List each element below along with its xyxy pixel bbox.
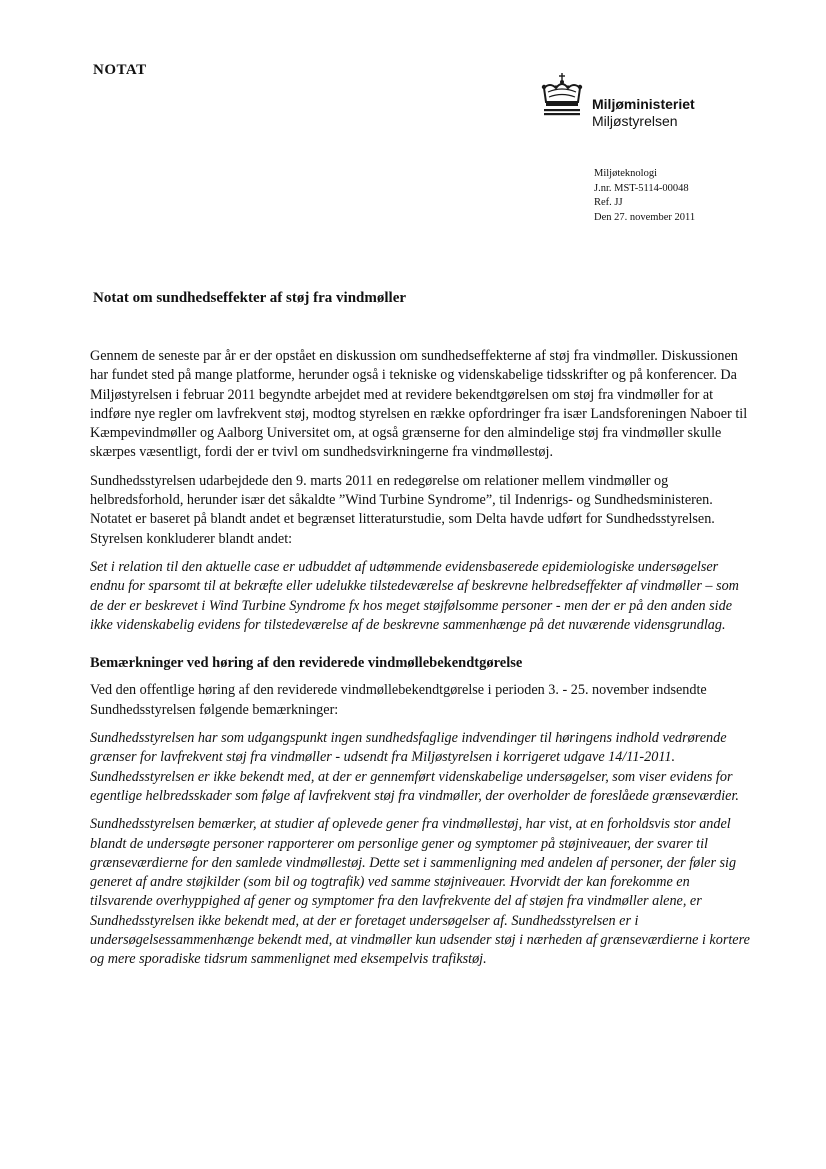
meta-department: Miljøteknologi: [594, 168, 657, 179]
meta-reference: Ref. JJ: [594, 197, 623, 208]
royal-crown-icon: [538, 72, 586, 116]
quote-sst-conclusion: Set i relation til den aktuelle case er udbuddet af udtømmende evidensbaserede epidemiologiske undersøgelser endnu for sparsomt til at bekræfte eller udelukke tilstedeværelse af beskrevne helbredseffekter af vindmøller – som de der er beskrevet i Wind Turbine Syndrome fx hos meget støjfølsomme personer - men der er på den anden side ikke videnskabelig evidens for tilstedeværelse af de beskrevne sammenhænge på det nuværende vidensgrundlag.: [90, 558, 739, 633]
quote-sst-remarks-1: Sundhedsstyrelsen har som udgangspunkt ingen sundhedsfaglige indvendinger til høringens indhold vedrørende grænser for lavfrekvent støj fra vindmøller - udsendt fra Miljøstyrelsen i korrigeret udgave 14/11-2011. Sundhedsstyrelsen er ikke bekendt med, at der er gennemført videnskabelige undersøgelser, som viser evidens for egentlige helbredsskader som følge af lavfrekvent støj fra vindmøller, der overholder de foreslåede grænseværdier.: [90, 730, 739, 804]
document-type-label: NOTAT: [93, 62, 147, 78]
paragraph-intro: Gennem de seneste par år er der opstået en diskussion om sundhedseffekterne af støj fra vindmøller. Diskussionen har fundet sted på mange platforme, herunder også i tekniske og videnskabelige tidsskrifter og på konferencer. Da Miljøstyrelsen i februar 2011 begyndte arbejdet med at revidere bekendtgørelsen om støj fra vindmøller for at indføre nye regler om lavfrekvent støj, modtog styrelsen en række opfordringer fra især Landsforeningen Naboer til Kæmpevindmøller og Aalborg Universitet om, at også grænserne for den almindelige støj fra vindmøller skulle skærpes væsentligt, fordi der er tvivl om sundhedsvirkningerne fra vindmøllestøj.: [90, 348, 748, 461]
ministry-name-block: [592, 96, 695, 130]
meta-journal-number: J.nr. MST-5114-00048: [594, 182, 689, 194]
quote-sst-remarks-2: Sundhedsstyrelsen bemærker, at studier af oplevede gener fra vindmøllestøj, har vist, at en forholdsvis stor andel blandt de undersøgte personer rapporterer om personlige gener og symptomer på støjniveauer, der svarer til grænseværdierne for den samlede vindmøllestøj. Dette set i sammenligning med andelen af personer, der føler sig generet af andre støjkilder (som bil og togtrafik) ved samme støjniveauer. Hvorvidt der kan forekomme en tilsvarende overhyppighed af gener og symptomer fra den lavfrekvente del af støjen fra vindmøller alene, er Sundhedsstyrelsen ikke bekendt med, at der er foretaget undersøgelser af. Sundhedsstyrelsen er i undersøgelsessammenhænge bekendt med, at vindmøller kun udsender støj i nærheden af grænseværdierne i kortere og mere sporadiske tidsrum sammenlignet med eksempelvis trafikstøj.: [90, 816, 750, 968]
ministry-name: Miljøministeriet: [592, 96, 695, 112]
meta-date: Den 27. november 2011: [594, 211, 696, 223]
document-body: [90, 347, 754, 979]
document-title: Notat om sundhedseffekter af støj fra vindmøller: [93, 290, 407, 306]
section-heading-hearing: Bemærkninger ved høring af den reviderede vindmøllebekendtgørelse: [90, 655, 523, 672]
paragraph-sst-report: Sundhedsstyrelsen udarbejdede den 9. marts 2011 en redegørelse om relationer mellem vindmøller og helbredsforhold, herunder især det såkaldte ”Wind Turbine Syndrome”, til Indenrigs- og Sundhedsministeren. Notatet er baseret på blandt andet et begrænset litteraturstudie, som Delta havde udført for Sundhedsstyrelsen. Styrelsen konkluderer blandt andet:: [90, 472, 715, 547]
document-meta-block: [594, 167, 695, 225]
paragraph-hearing-intro: Ved den offentlige høring af den reviderede vindmøllebekendtgørelse i perioden 3. - 25. november indsendte Sundhedsstyrelsen følgende bemærkninger:: [90, 682, 707, 718]
agency-name: Miljøstyrelsen: [592, 113, 678, 129]
